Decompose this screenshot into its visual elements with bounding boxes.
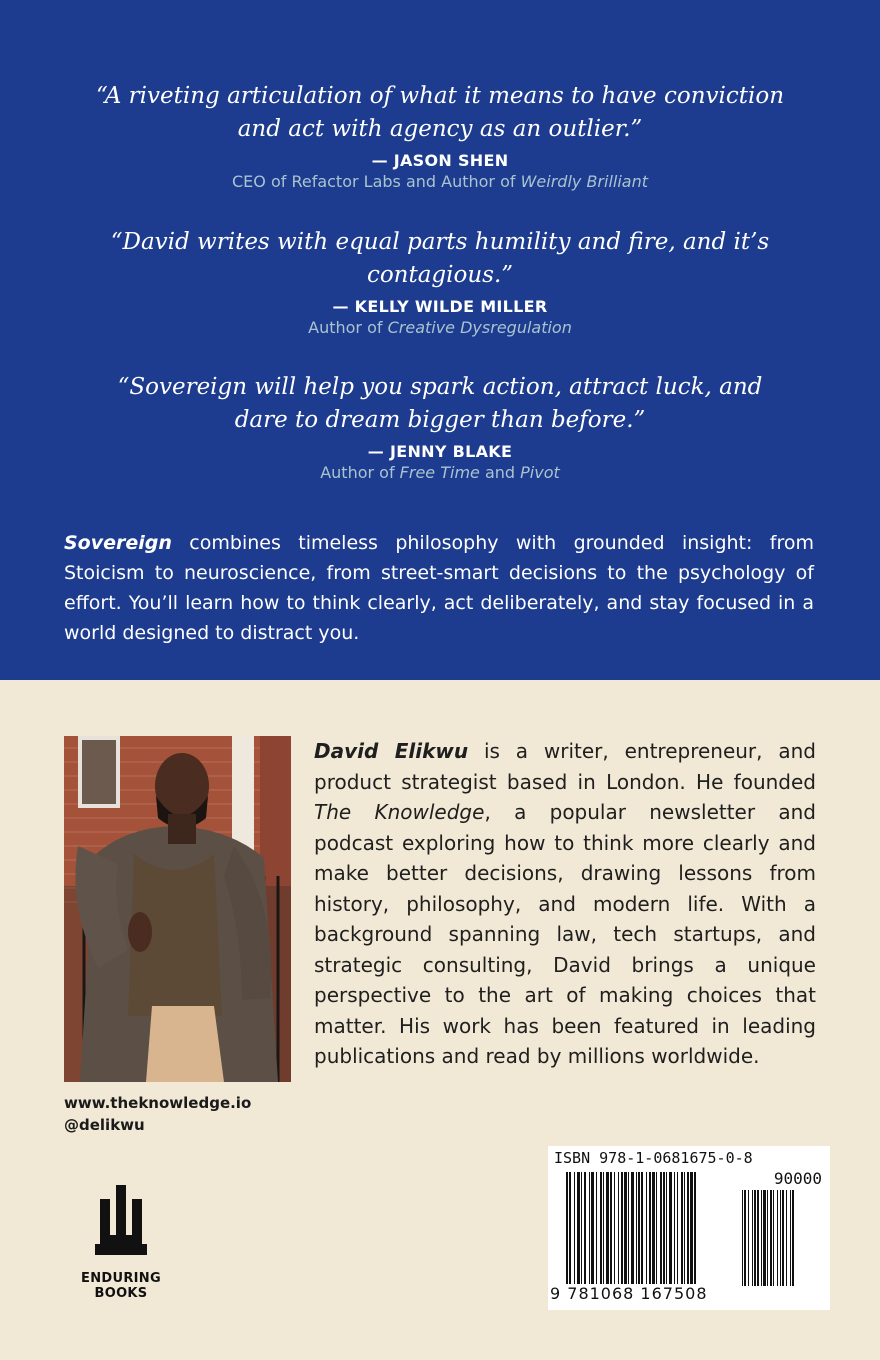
publisher-name-line-2: BOOKS: [94, 1286, 148, 1301]
role-book-title: Free Time: [399, 463, 480, 482]
barcode-bar: [621, 1172, 623, 1284]
publisher-name: [72, 1271, 170, 1301]
bio-text-2: , a popular newsletter and podcast exploring how to think more clearly and make better decisions, drawing lessons from history, philosophy, and modern life. With a background spanning law, tech startups, and strategic consulting, David brings a unique perspective to the art of making choices that matter. His work has been featured in leading publications and read by millions worldwide.: [314, 800, 817, 1068]
barcode-bar: [694, 1172, 696, 1284]
price-barcode-bars: [742, 1190, 822, 1286]
publisher-logo-icon: [95, 1185, 147, 1257]
quote-author: — JENNY BLAKE: [367, 442, 513, 461]
barcode-bar: [792, 1190, 794, 1286]
barcode-bar: [631, 1172, 634, 1284]
barcode-bar: [752, 1190, 753, 1286]
barcode-bar: [606, 1172, 609, 1284]
barcode-bar: [790, 1190, 791, 1286]
barcode-bar: [677, 1172, 678, 1284]
quote-author-role: [90, 317, 790, 338]
author-handle: @delikwu: [64, 1116, 145, 1134]
barcode-bar: [610, 1172, 612, 1284]
barcode-bar: [600, 1172, 602, 1284]
role-book-title: Creative Dysregulation: [387, 318, 572, 337]
barcode-bar: [624, 1172, 627, 1284]
role-prefix: Author of: [320, 463, 400, 482]
barcode-bar: [649, 1172, 651, 1284]
barcode-bars: [566, 1172, 726, 1284]
barcode-bar: [674, 1172, 675, 1284]
barcode-bar: [577, 1172, 580, 1284]
barcode-bar: [638, 1172, 640, 1284]
barcode-bar: [742, 1190, 743, 1286]
barcode-bar: [663, 1172, 665, 1284]
barcode-bar: [754, 1190, 756, 1286]
barcode-bar: [641, 1172, 643, 1284]
quote-3: [90, 371, 790, 483]
newsletter-name: The Knowledge: [314, 800, 485, 824]
barcode-bar: [584, 1172, 586, 1284]
barcode-bar: [581, 1172, 582, 1284]
author-photo-illustration: [64, 736, 291, 1082]
barcode-bar: [757, 1190, 759, 1286]
role-prefix: CEO of Refactor Labs and Author of: [231, 172, 521, 191]
quote-author-role: [90, 462, 790, 483]
barcode-bar: [589, 1172, 590, 1284]
isbn-digits: 9 781068 167508: [550, 1284, 708, 1303]
description-text: combines timeless philosophy with grounded insight: from Stoicism to neuroscience, from street-smart decisions to the psychology of effort. You’ll learn how to think clearly, act deliberately, and stay focused in a world designed to distract you.: [64, 532, 814, 644]
bio-text-1: is a writer, entrepreneur, and product strategist based in London. He founded: [314, 739, 816, 794]
barcode-bar: [666, 1172, 667, 1284]
author-website: www.theknowledge.io: [64, 1094, 252, 1112]
barcode-bar: [614, 1172, 615, 1284]
barcode-bar: [566, 1172, 568, 1284]
quote-text: “David writes with equal parts humility and fire, and it’s contagious.”: [110, 229, 770, 288]
barcode-bar: [646, 1172, 647, 1284]
barcode-bar: [569, 1172, 571, 1284]
role-book-title-2: Pivot: [520, 463, 560, 482]
quote-2: [90, 226, 790, 338]
barcode-bar: [681, 1172, 683, 1284]
author-photo: [64, 736, 291, 1082]
barcode-bar: [628, 1172, 629, 1284]
role-prefix: Author of: [308, 318, 388, 337]
price-code: 90000: [773, 1169, 822, 1188]
author-name: David Elikwu: [314, 739, 469, 763]
publisher-logo: [72, 1185, 170, 1301]
barcode-bar: [690, 1172, 693, 1284]
quote-author: — JASON SHEN: [371, 151, 509, 170]
quote-author: — KELLY WILDE MILLER: [332, 297, 548, 316]
barcode-bar: [603, 1172, 604, 1284]
role-book-title: Weirdly Brilliant: [520, 172, 649, 191]
barcode-bar: [761, 1190, 762, 1286]
barcode-bar: [636, 1172, 637, 1284]
barcode-bar: [777, 1190, 778, 1286]
book-description: [64, 528, 814, 648]
barcode-bar: [782, 1190, 784, 1286]
author-bio: [314, 736, 816, 1072]
publisher-name-line-1: ENDURING: [81, 1271, 161, 1286]
barcode-bar: [652, 1172, 655, 1284]
barcode-bar: [780, 1190, 781, 1286]
barcode-bar: [687, 1172, 689, 1284]
isbn-label: ISBN 978-1-0681675-0-8: [554, 1149, 753, 1167]
author-links: [64, 1092, 251, 1136]
barcode-bar: [669, 1172, 672, 1284]
barcode-bar: [591, 1172, 594, 1284]
barcode-bar: [656, 1172, 657, 1284]
barcode-bar: [767, 1190, 768, 1286]
barcode-bar: [748, 1190, 749, 1286]
quote-1: [90, 80, 790, 192]
quote-text: “Sovereign will help you spark action, attract luck, and dare to dream bigger than before.”: [117, 374, 763, 433]
barcode-bar: [596, 1172, 597, 1284]
barcode-bar: [684, 1172, 685, 1284]
barcode-bar: [618, 1172, 619, 1284]
quote-author-role: [90, 171, 790, 192]
isbn-barcode: [548, 1146, 830, 1310]
barcode-bar: [660, 1172, 662, 1284]
barcode-bar: [763, 1190, 766, 1286]
book-title: Sovereign: [64, 532, 172, 554]
barcode-bar: [770, 1190, 772, 1286]
role-and: and: [479, 463, 521, 482]
barcode-bar: [773, 1190, 774, 1286]
barcode-bar: [574, 1172, 575, 1284]
quote-text: “A riveting articulation of what it means to have conviction and act with agency as an outlier.”: [95, 83, 785, 142]
barcode-bar: [744, 1190, 746, 1286]
barcode-bar: [786, 1190, 787, 1286]
